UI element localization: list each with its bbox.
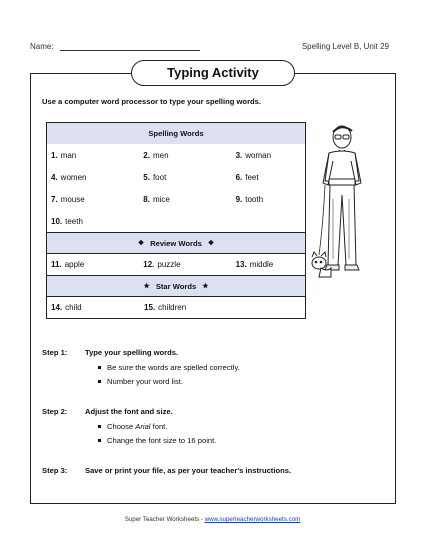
step-1: Step 1: Type your spelling words. bbox=[42, 348, 179, 357]
name-field bbox=[30, 42, 200, 51]
word-cell: 15. children bbox=[144, 303, 187, 312]
table-row bbox=[47, 296, 305, 318]
page-title: Typing Activity bbox=[131, 60, 295, 86]
word-cell: 3. woman bbox=[235, 150, 272, 160]
man-with-dog-illustration bbox=[311, 123, 386, 283]
word-cell: 1. man bbox=[51, 150, 77, 160]
level-label: Spelling Level B, Unit 29 bbox=[301, 42, 389, 51]
diamond-icon: ❖ bbox=[207, 240, 215, 247]
word-cell: 10. teeth bbox=[51, 216, 83, 226]
word-cell: 12. puzzle bbox=[143, 260, 181, 269]
list-item: Choose Arial font. bbox=[98, 422, 167, 431]
review-header: Review Words bbox=[150, 238, 202, 248]
name-line[interactable] bbox=[60, 43, 200, 51]
diamond-icon: ❖ bbox=[137, 240, 145, 247]
star-header-row bbox=[47, 275, 305, 296]
table-row bbox=[47, 210, 305, 232]
word-cell: 7. mouse bbox=[51, 194, 85, 204]
word-cell: 8. mice bbox=[143, 194, 170, 204]
star-icon: ★ bbox=[202, 283, 209, 290]
step-2: Step 2: Adjust the font and size. bbox=[42, 407, 173, 416]
instruction-text: Use a computer word processor to type your spelling words. bbox=[42, 97, 261, 106]
word-table bbox=[46, 122, 306, 319]
list-item: Change the font size to 16 point. bbox=[98, 436, 216, 445]
word-cell: 5. foot bbox=[143, 172, 167, 182]
word-cell: 4. women bbox=[51, 172, 87, 182]
list-item: Be sure the words are spelled correctly. bbox=[98, 363, 240, 372]
word-cell: 9. tooth bbox=[235, 194, 264, 204]
step-3: Step 3: Save or print your file, as per your teacher's instructions. bbox=[42, 466, 292, 475]
table-row bbox=[47, 166, 305, 188]
table-row bbox=[47, 188, 305, 210]
word-cell: 13. middle bbox=[235, 260, 274, 269]
name-label: Name: bbox=[30, 42, 54, 51]
spelling-header: Spelling Words bbox=[148, 129, 204, 138]
word-cell: 6. feet bbox=[235, 172, 259, 182]
list-item: Number your word list. bbox=[98, 377, 183, 386]
footer-link[interactable]: www.superteacherworksheets.com bbox=[204, 516, 301, 523]
spelling-header-row bbox=[47, 123, 305, 144]
review-header-row bbox=[47, 232, 305, 253]
star-header: Star Words bbox=[155, 281, 197, 291]
table-row bbox=[47, 144, 305, 166]
footer: Super Teacher Worksheets - www.superteacherworksheets.com bbox=[124, 516, 301, 523]
word-cell: 14. child bbox=[51, 303, 82, 312]
table-row bbox=[47, 253, 305, 275]
word-cell: 11. apple bbox=[51, 260, 85, 269]
word-cell: 2. men bbox=[143, 150, 169, 160]
star-icon: ★ bbox=[143, 283, 150, 290]
